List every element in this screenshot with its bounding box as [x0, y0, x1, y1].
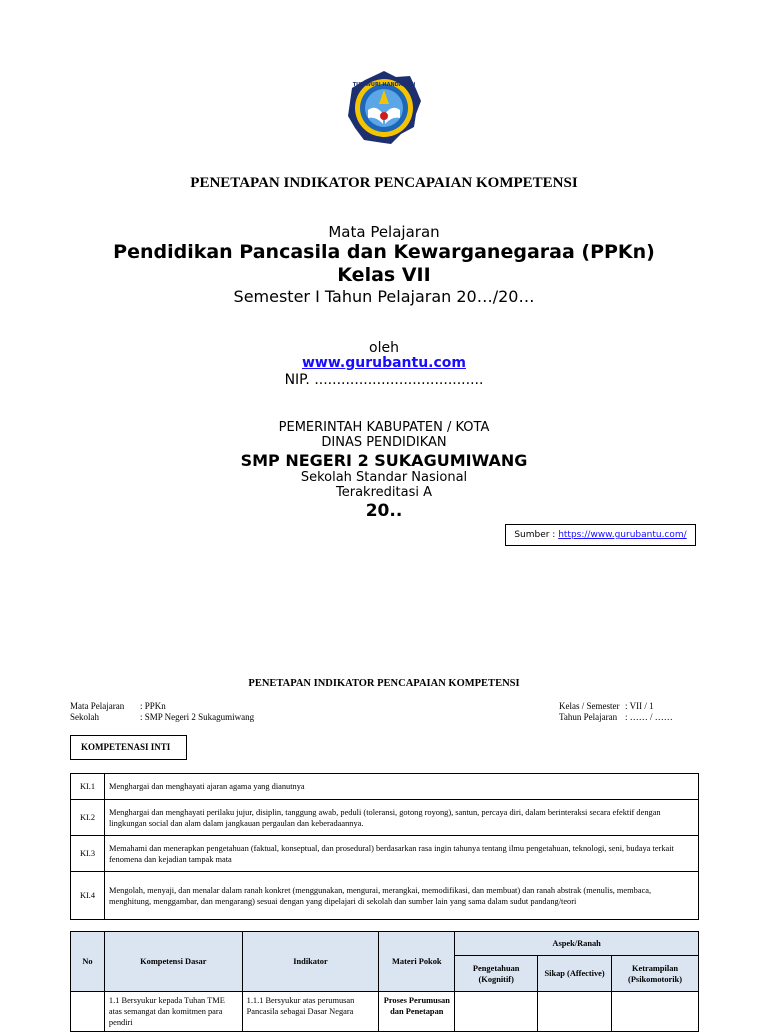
- year-label: 20..: [365, 501, 403, 521]
- class-name: Kelas VII: [337, 264, 431, 286]
- header-no: No: [71, 932, 105, 992]
- author-label: oleh: [369, 340, 399, 356]
- meta-label: Kelas / Semester: [559, 701, 620, 711]
- cell-sikap: [538, 992, 612, 1032]
- cell-keterampilan: [612, 992, 699, 1032]
- header-kompetensi-dasar: Kompetensi Dasar: [104, 932, 242, 992]
- ki-text: Mengolah, menyaji, dan menalar dalam ranah konkret (menggunakan, mengurai, merangkai, memodifikasi, dan membuat) dan ranah abstrak (menulis, membaca, menghitung, menggambar, dan mengarang) sesuai dengan yang dipelajari di sekolah dan sumber lain yang sama dalam sudut pandang/teori: [105, 872, 699, 920]
- table-row: [71, 836, 699, 872]
- subject-name: Pendidikan Pancasila dan Kewarganegaraa (PPKn): [113, 241, 655, 263]
- table-row: [71, 800, 699, 836]
- document-heading: PENETAPAN INDIKATOR PENCAPAIAN KOMPETENSI: [248, 678, 520, 689]
- nip-field: NIP. ......................................: [284, 372, 484, 388]
- meta-value: : PPKn: [140, 701, 166, 711]
- table-row: [71, 992, 699, 1032]
- ki-code: KI.3: [71, 836, 105, 872]
- meta-right: [559, 701, 673, 723]
- accreditation: Terakreditasi A: [336, 485, 432, 500]
- ki-table: [70, 773, 699, 920]
- source-label: Sumber :: [514, 530, 559, 540]
- table-row: [71, 774, 699, 800]
- government-name: PEMERINTAH KABUPATEN / KOTA: [278, 420, 490, 435]
- meta-value: : SMP Negeri 2 Sukagumiwang: [140, 712, 255, 722]
- subject-label: Mata Pelajaran: [328, 223, 440, 241]
- ki-code: KI.1: [71, 774, 105, 800]
- header-sikap: Sikap (Affective): [538, 956, 612, 992]
- header-indikator: Indikator: [242, 932, 379, 992]
- meta-label: Tahun Pelajaran: [559, 712, 618, 722]
- school-name: SMP NEGERI 2 SUKAGUMIWANG: [240, 451, 528, 470]
- tut-wuri-handayani-logo: [346, 70, 422, 146]
- table-row: [71, 872, 699, 920]
- ki-text: Memahami dan menerapkan pengetahuan (faktual, konseptual, dan prosedural) berdasarkan rasa ingin tahunya tentang ilmu pengetahuan, teknologi, seni, budaya terkait fenomena dan kejadian tampak mata: [105, 836, 699, 872]
- website-link[interactable]: www.gurubantu.com: [301, 355, 466, 371]
- header-keterampilan: Ketrampilan (Psikomotorik): [612, 956, 699, 992]
- logo-text: TUT WURI HANDAYANI: [352, 82, 416, 88]
- cell-pengetahuan: [455, 992, 538, 1032]
- department-name: DINAS PENDIDIKAN: [321, 435, 447, 450]
- header-aspek-ranah: Aspek/Ranah: [455, 932, 699, 956]
- header-materi-pokok: Materi Pokok: [379, 932, 455, 992]
- ki-text: Menghargai dan menghayati perilaku jujur, disiplin, tanggung awab, peduli (toleransi, gotong royong), santun, percaya diri, dalam berinteraksi secara efektif dengan lingkungan social dan alam dalam jangkauan pergaulan dan keberadaannya.: [105, 800, 699, 836]
- meta-label: Sekolah: [70, 712, 99, 722]
- table-header-row: [71, 932, 699, 956]
- meta-value: : VII / 1: [625, 701, 654, 711]
- ki-code: KI.4: [71, 872, 105, 920]
- source-box: [505, 524, 696, 546]
- header-pengetahuan: Pengetahuan (Kognitif): [455, 956, 538, 992]
- meta-label: Mata Pelajaran: [70, 701, 125, 711]
- kd-table: [70, 931, 699, 1032]
- cover-heading: PENETAPAN INDIKATOR PENCAPAIAN KOMPETENSI: [190, 175, 578, 191]
- cell-no: [71, 992, 105, 1032]
- cell-materi-pokok: Proses Perumusan dan Penetapan: [379, 992, 455, 1032]
- ki-code: KI.2: [71, 800, 105, 836]
- cell-indikator: 1.1.1 Bersyukur atas perumusan Pancasila sebagai Dasar Negara: [242, 992, 379, 1032]
- source-link[interactable]: https://www.gurubantu.com/: [558, 530, 687, 540]
- meta-left: [70, 701, 254, 723]
- meta-value: : …… / ……: [625, 712, 673, 722]
- semester-text: Semester I Tahun Pelajaran 20…/20…: [233, 287, 535, 306]
- ki-text: Menghargai dan menghayati ajaran agama yang dianutnya: [105, 774, 699, 800]
- cell-kompetensi-dasar: 1.1 Bersyukur kepada Tuhan TME atas semangat dan komitmen para pendiri: [104, 992, 242, 1032]
- school-status: Sekolah Standar Nasional: [300, 470, 468, 485]
- ki-title: KOMPETENASI INTI: [70, 735, 187, 760]
